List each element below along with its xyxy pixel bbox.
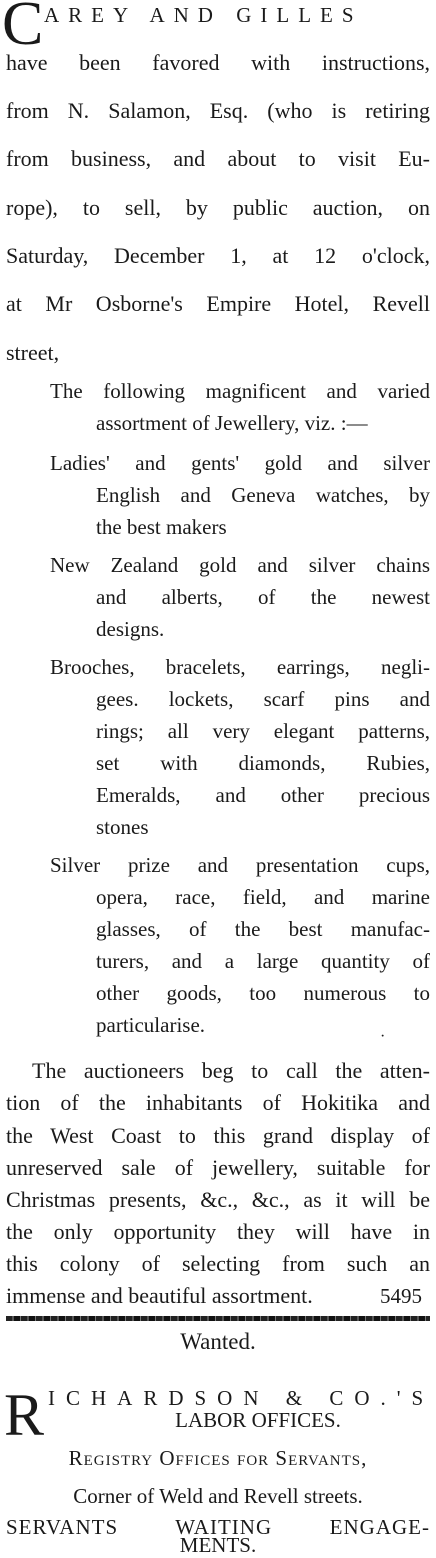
body-line: from N. Salamon, Esq. (who is retiring: [6, 98, 430, 123]
list-item-line: opera, race, field, and marine: [96, 885, 430, 909]
closing-line: Christmas presents, &c., &c., as it will be: [6, 1187, 430, 1212]
column-divider-rule: [6, 1316, 430, 1321]
body-line: rope), to sell, by public auction, on: [6, 195, 430, 220]
stray-mark: ·: [380, 1028, 386, 1045]
closing-line: unreserved sale of jewellery, suitable for: [6, 1155, 430, 1180]
body-line: from business, and about to visit Eu-: [6, 146, 430, 171]
list-item-line: stones: [96, 815, 149, 839]
list-item-line: assortment of Jewellery, viz. :—: [96, 411, 368, 435]
closing-line: The auctioneers beg to call the atten-: [32, 1058, 430, 1083]
list-item-line: turers, and a large quantity of: [96, 949, 430, 973]
servants-waiting-line: SERVANTS WAITING ENGAGE-: [6, 1515, 430, 1539]
list-item-line: rings; all very elegant patterns,: [96, 719, 430, 743]
closing-line: the West Coast to this grand display of: [6, 1123, 430, 1148]
wanted-heading: Wanted.: [180, 1329, 256, 1354]
closing-line: this colony of selecting from such an: [6, 1251, 430, 1276]
advert-reference-number: 5495: [380, 1284, 422, 1308]
list-item-line: Emeralds, and other precious: [96, 783, 430, 807]
list-item-line: designs.: [96, 617, 165, 641]
list-item-line: particularise.: [96, 1013, 206, 1037]
list-item-line: set with diamonds, Rubies,: [96, 751, 430, 775]
list-item-line: glasses, of the best manufac-: [96, 917, 430, 941]
list-item-first-line: New Zealand gold and silver chains: [50, 553, 430, 577]
list-item-first-line: Silver prize and presentation cups,: [50, 853, 430, 877]
list-item-line: and alberts, of the newest: [96, 585, 430, 609]
drop-cap-c: C: [2, 0, 44, 58]
list-item-first-line: Brooches, bracelets, earrings, negli-: [50, 655, 430, 679]
closing-line: the only opportunity they will have in: [6, 1219, 430, 1244]
registry-line: Registry Offices for Servants,: [68, 1446, 368, 1470]
list-item-line: English and Geneva watches, by: [96, 483, 430, 507]
closing-line: immense and beautiful assortment.: [6, 1283, 313, 1308]
servants-waiting-line-continued: MENTS.: [179, 1533, 257, 1557]
list-item-first-line: Ladies' and gents' gold and silver: [50, 451, 430, 475]
drop-cap-r: R: [4, 1382, 45, 1448]
address-line: Corner of Weld and Revell streets.: [73, 1484, 363, 1508]
body-line: have been favored with instructions,: [6, 50, 430, 75]
body-line: at Mr Osborne's Empire Hotel, Revell: [6, 291, 430, 316]
list-item-first-line: The following magnificent and varied: [50, 379, 430, 403]
advert-heading-carey-and-gilles: AREY AND GILLES: [44, 3, 363, 27]
advert-heading-richardson: ICHARDSON & CO.'S: [48, 1386, 435, 1410]
list-item-line: the best makers: [96, 515, 227, 539]
body-line: Saturday, December 1, at 12 o'clock,: [6, 243, 430, 268]
body-line: street,: [6, 340, 60, 365]
list-item-line: gees. lockets, scarf pins and: [96, 687, 430, 711]
list-item-line: other goods, too numerous to: [96, 981, 430, 1005]
labor-offices-subheading: LABOR OFFICES.: [175, 1408, 341, 1432]
closing-line: tion of the inhabitants of Hokitika and: [6, 1090, 430, 1115]
